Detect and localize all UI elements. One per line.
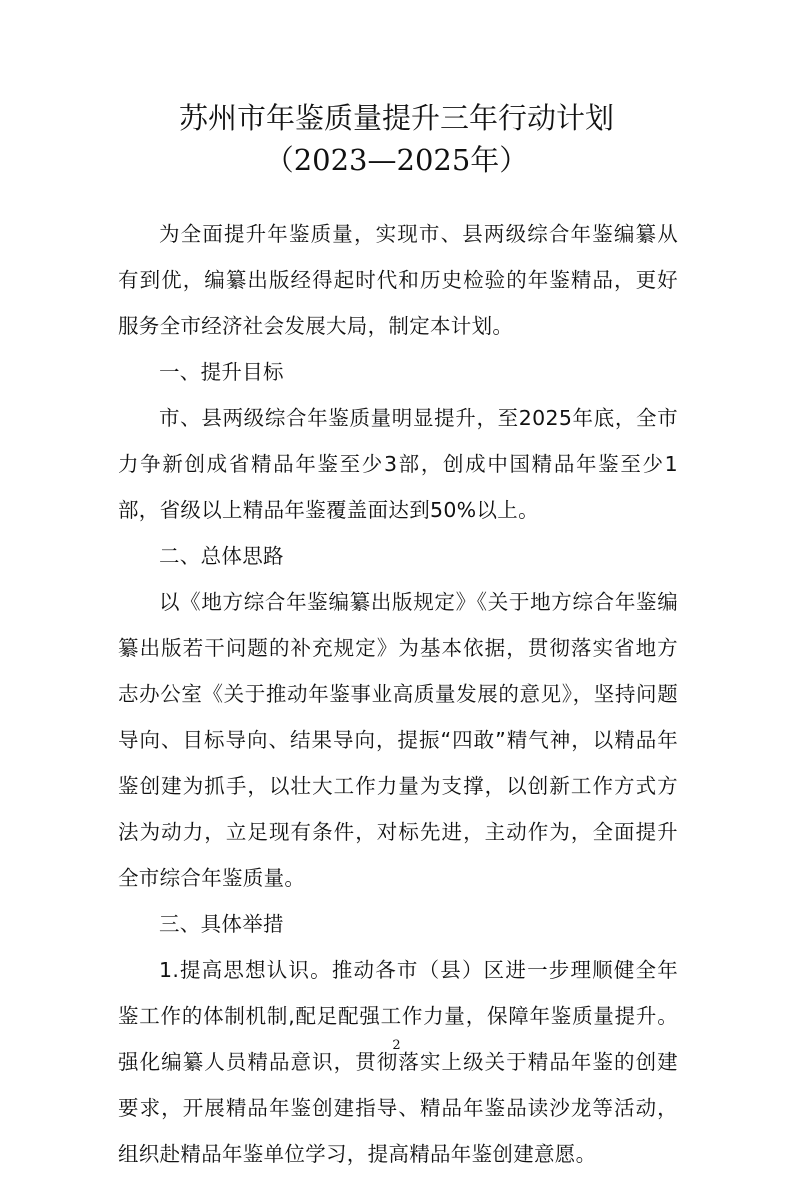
section-heading-approach: 二、总体思路 [159,544,284,568]
section-heading-measures: 三、具体举措 [159,912,284,936]
goals-paragraph: 市、县两级综合年鉴质量明显提升，至2025年底，全市力争新创成省精品年鉴至少3部，创成中国精品年鉴至少1部，省级以上精品年鉴覆盖面达到50%以上。 [118,406,678,522]
approach-paragraph: 以《地方综合年鉴编纂出版规定》《关于地方综合年鉴编纂出版若干问题的补充规定》为基本依据，贯彻落实省地方志办公室《关于推动年鉴事业高质量发展的意见》，坚持问题导向、目标导向、结果导向，提振“四敢”精气神，以精品年鉴创建为抓手，以壮大工作力量为支撑，以创新工作方式方法为动力，立足现有条件，对标先进，主动作为，全面提升全市综合年鉴质量。 [118,590,678,890]
measure-1-paragraph: 1.提高思想认识。推动各市（县）区进一步理顺健全年鉴工作的体制机制,配足配强工作力量，保障年鉴质量提升。强化编纂人员精品意识，贯彻落实上级关于精品年鉴的创建要求，开展精品年鉴创建指导、精品年鉴品读沙龙等活动，组织赴精品年鉴单位学习，提高精品年鉴创建意愿。 [118,958,678,1166]
intro-paragraph: 为全面提升年鉴质量，实现市、县两级综合年鉴编纂从有到优，编纂出版经得起时代和历史检验的年鉴精品，更好服务全市经济社会发展大局，制定本计划。 [118,222,678,338]
section-heading-goals: 一、提升目标 [159,360,284,384]
page-number: 2 [392,1038,401,1053]
document-title-line-1: 苏州市年鉴质量提升三年行动计划 [178,101,614,135]
document-body [118,211,678,1177]
document-title-line-2: （2023—2025年） [264,143,529,177]
